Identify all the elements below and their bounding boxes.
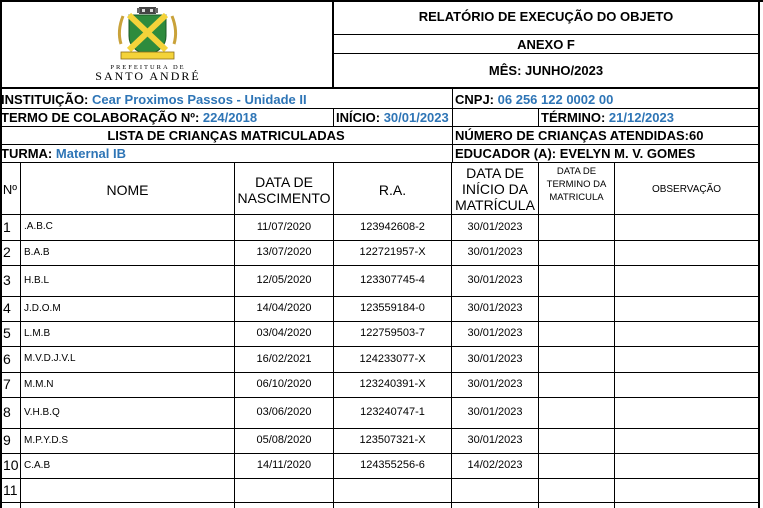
term-label: TERMO DE COLABORAÇÃO Nº: xyxy=(1,110,200,125)
row-number: 7 xyxy=(3,376,11,392)
student-name: M.P.Y.D.S xyxy=(24,435,69,446)
enrollment-start xyxy=(452,478,538,502)
birth-date: 11/07/2020 xyxy=(256,221,312,233)
annex-label: ANEXO F xyxy=(517,37,575,52)
student-name: M.M.N xyxy=(24,379,54,390)
report-month: MÊS: JUNHO/2023 xyxy=(488,63,604,78)
coat-of-arms-icon xyxy=(115,6,180,64)
institution-label: INSTITUIÇÃO: xyxy=(1,92,89,107)
children-count: NÚMERO DE CRIANÇAS ATENDIDAS:60 xyxy=(455,128,704,143)
student-ra: 123307745-4 xyxy=(360,274,425,286)
row-number: 10 xyxy=(3,457,19,473)
col-header-start-line1: DATA DE xyxy=(466,165,524,181)
col-header-name: NOME xyxy=(106,182,149,198)
student-ra: 124233077-X xyxy=(359,353,426,365)
student-name: L.M.B xyxy=(24,328,51,339)
birth-date: 13/07/2020 xyxy=(256,246,312,258)
logo-prefeitura-text: PREFEITURA DE xyxy=(110,64,186,71)
col-header-end-line2: TERMINO DA xyxy=(546,179,607,190)
birth-date: 14/04/2020 xyxy=(256,302,312,314)
list-title: LISTA DE CRIANÇAS MATRICULADAS xyxy=(107,128,345,143)
col-header-birth xyxy=(235,174,333,206)
class-value: Maternal IB xyxy=(55,146,126,161)
enrollment-start: 30/01/2023 xyxy=(467,274,523,286)
student-name: J.D.O.M xyxy=(24,303,61,314)
row-number: 2 xyxy=(3,244,11,260)
enrollment-start: 30/01/2023 xyxy=(467,353,523,365)
birth-date: 05/08/2020 xyxy=(256,434,312,446)
student-ra: 122759503-7 xyxy=(360,327,425,339)
enrollment-start: 30/01/2023 xyxy=(467,327,523,339)
student-ra: 123240391-X xyxy=(359,378,426,390)
birth-date: 03/06/2020 xyxy=(256,406,312,418)
end-value: 21/12/2023 xyxy=(608,110,674,125)
educator-field: EDUCADOR (A): EVELYN M. V. GOMES xyxy=(455,146,696,161)
col-header-start-line3: MATRÍCULA xyxy=(455,197,535,213)
end-label: TÉRMINO: xyxy=(541,110,606,125)
row-number: 3 xyxy=(3,272,11,288)
student-ra: 124355256-6 xyxy=(360,459,425,471)
student-ra: 123942608-2 xyxy=(360,221,425,233)
row-number: 1 xyxy=(3,219,11,235)
row-number: 4 xyxy=(3,300,11,316)
birth-date: 03/04/2020 xyxy=(256,327,312,339)
enrollment-start: 30/01/2023 xyxy=(467,378,523,390)
row-number: 11 xyxy=(3,482,18,498)
birth-date: 12/05/2020 xyxy=(256,274,312,286)
report-title: RELATÓRIO DE EXECUÇÃO DO OBJETO xyxy=(418,9,674,24)
birth-date: 16/02/2021 xyxy=(256,353,312,365)
class-label: TURMA: xyxy=(1,146,53,161)
col-header-number: Nº xyxy=(2,182,18,197)
student-name: C.A.B xyxy=(24,460,51,471)
col-header-start-line2: INÍCIO DA xyxy=(461,181,529,197)
cnpj-value: 06 256 122 0002 00 xyxy=(497,92,614,107)
row-number: 5 xyxy=(3,325,11,341)
cnpj-field xyxy=(455,91,613,108)
col-header-start xyxy=(452,165,538,213)
student-ra: 122721957-X xyxy=(359,246,426,258)
student-ra xyxy=(334,478,451,502)
student-name: H.B.L xyxy=(24,275,50,286)
row-number: 6 xyxy=(3,351,11,367)
student-name: B.A.B xyxy=(24,247,50,258)
class-field xyxy=(1,145,126,162)
enrollment-start: 30/01/2023 xyxy=(467,221,523,233)
city-logo xyxy=(115,6,180,64)
enrollment-start: 30/01/2023 xyxy=(467,246,523,258)
enrollment-start: 30/01/2023 xyxy=(467,406,523,418)
student-ra: 123559184-0 xyxy=(360,302,425,314)
col-header-birth-line1: DATA DE xyxy=(255,174,313,190)
student-name xyxy=(24,478,232,502)
logo-city-name: SANTO ANDRÉ xyxy=(95,69,201,83)
student-name: .A.B.C xyxy=(24,221,53,232)
enrollment-start: 14/02/2023 xyxy=(467,459,523,471)
term-field xyxy=(1,109,257,126)
enrollment-start: 30/01/2023 xyxy=(467,302,523,314)
start-value: 30/01/2023 xyxy=(383,110,449,125)
start-label: INÍCIO: xyxy=(336,110,381,125)
col-header-end xyxy=(539,165,614,204)
student-name: V.H.B.Q xyxy=(24,407,60,418)
student-ra: 123507321-X xyxy=(359,434,426,446)
institution-value: Cear Proximos Passos - Unidade II xyxy=(92,92,307,107)
start-field xyxy=(336,109,449,126)
col-header-ra: R.A. xyxy=(378,182,407,198)
col-header-end-line1: DATA DE xyxy=(556,166,597,177)
col-header-end-line3: MATRICULA xyxy=(549,192,604,203)
birth-date xyxy=(235,478,333,502)
student-ra: 123240747-1 xyxy=(360,406,425,418)
end-field xyxy=(541,109,674,126)
term-value: 224/2018 xyxy=(202,110,258,125)
row-number: 9 xyxy=(3,432,11,448)
institution-field xyxy=(1,91,307,108)
row-number: 8 xyxy=(3,404,11,420)
birth-date: 14/11/2020 xyxy=(256,459,312,471)
enrollment-start: 30/01/2023 xyxy=(467,434,523,446)
student-name: M.V.D.J.V.L xyxy=(24,353,76,364)
col-header-observation: OBSERVAÇÃO xyxy=(651,184,722,195)
birth-date: 06/10/2020 xyxy=(256,378,312,390)
col-header-birth-line2: NASCIMENTO xyxy=(237,190,331,206)
cnpj-label: CNPJ: xyxy=(455,92,495,107)
